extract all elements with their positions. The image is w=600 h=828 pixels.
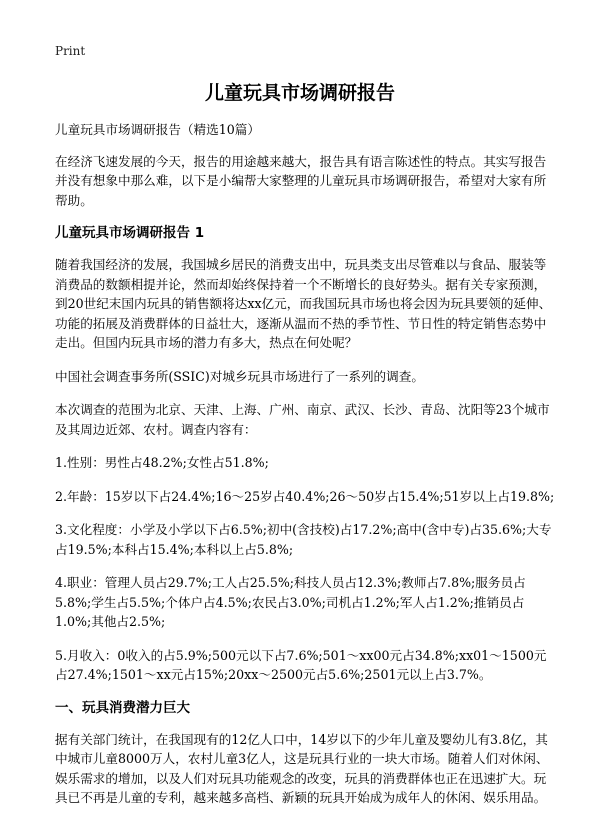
print-link[interactable]: Print [55, 44, 86, 58]
paragraph: 据有关部门统计，在我国现有的12亿人口中，14岁以下的少年儿童及婴幼儿有3.8亿，其中城市儿童8000万人，农村儿童3亿人，这是玩具行业的一块大市场。随着人们对休闲、娱乐需求的增加，以及人们对玩具功能观念的改变，玩具的消费群体也正在迅速扩大。玩具已不再是儿童的专利，越来越多高档、新颖的玩具开始成为成年人的休闲、娱乐用品。 [55, 731, 549, 805]
intro-paragraph: 在经济飞速发展的今天，报告的用途越来越大，报告具有语言陈述性的特点。其实写报告并没有想象中那么难，以下是小编帮大家整理的儿童玩具市场调研报告，希望对大家有所帮助。 [55, 153, 547, 208]
survey-item-gender: 1.性别：男性占48.2%;女性占51.8%; [55, 455, 269, 470]
document-body [55, 120, 555, 822]
document-subtitle: 儿童玩具市场调研报告（精选10篇） [55, 122, 260, 137]
paragraph: 本次调查的范围为北京、天津、上海、广州、南京、武汉、长沙、青岛、沈阳等23个城市及其周边近郊、农村。调查内容有： [55, 402, 550, 437]
survey-item-occupation: 4.职业：管理人员占29.7%;工人占25.5%;科技人员占12.3%;教师占7.8%;服务员占5.8%;学生占5.5%;个体户占4.5%;农民占3.0%;司机占1.2%;军人占1.2%;推销员占1.0%;其他占2.5%; [55, 575, 526, 629]
paragraph: 随着我国经济的发展，我国城乡居民的消费支出中，玩具类支出尽管难以与食品、服装等消费品的数额相提并论，然而却始终保持着一个不断增长的良好势头。据有关专家预测，到20世纪末国内玩具的销售额将达xx亿元，而我国玩具市场也将会因为玩具要领的延伸、功能的拓展及消费群体的日益壮大，逐渐从温而不热的季节性、节日性的特定销售态势中走出。但国内玩具市场的潜力有多大，热点在何处呢？ [55, 257, 552, 350]
section-heading: 儿童玩具市场调研报告 1 [55, 225, 205, 241]
page-title: 儿童玩具市场调研报告 [204, 82, 395, 104]
section-heading: 一、玩具消费潜力巨大 [55, 699, 190, 716]
paragraph: 中国社会调查事务所(SSIC)对城乡玩具市场进行了一系列的调查。 [55, 368, 424, 384]
survey-item-income: 5.月收入：0收入的占5.9%;500元以下占7.6%;501～xx00元占34.8%;xx01～1500元占27.4%;1501～xx元占15%;20xx～2500元占5.6%;2501元以上占3.7%。 [55, 647, 547, 682]
survey-item-age: 2.年龄：15岁以下占24.4%;16～25岁占40.4%;26～50岁占15.4%;51岁以上占19.8%; [55, 488, 555, 504]
survey-item-education: 3.文化程度：小学及小学以下占6.5%;初中(含技校)占17.2%;高中(含中专)占35.6%;大专占19.5%;本科占15.4%;本科以上占5.8%; [55, 522, 552, 557]
